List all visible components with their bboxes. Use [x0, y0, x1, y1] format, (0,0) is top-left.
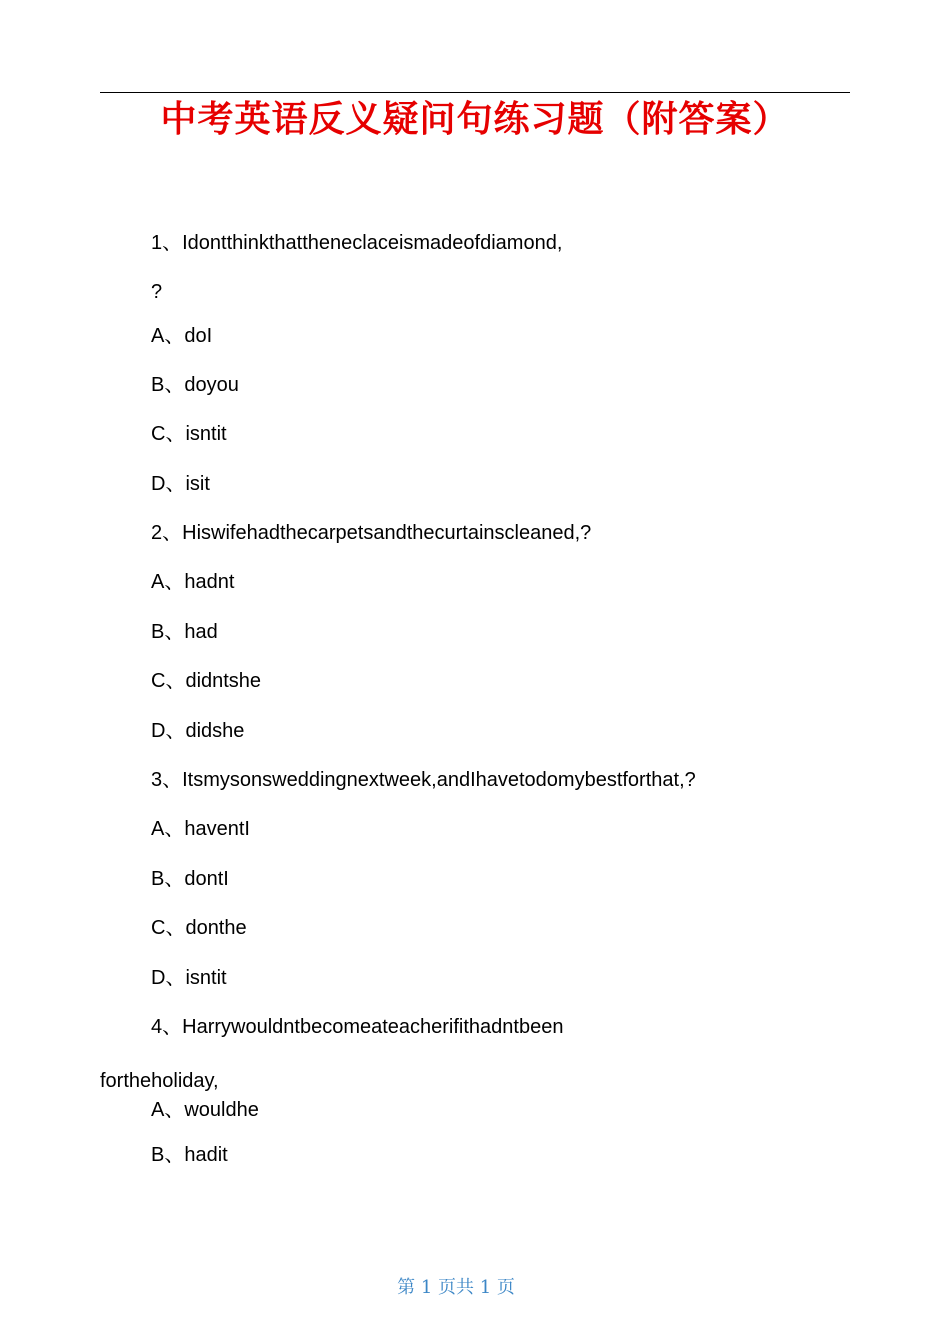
question-3-option-a: A、haventI — [151, 818, 250, 840]
header-rule — [100, 92, 850, 93]
question-1-blank: ? — [151, 281, 163, 303]
page-footer: 第 1 页共 1 页 — [397, 1277, 515, 1298]
question-2-text: 2、Hiswifehadthecarpetsandthecurtainscleaned,? — [151, 522, 592, 544]
question-2-option-a: A、hadnt — [151, 571, 235, 593]
question-1-option-d: D、isit — [151, 473, 210, 495]
question-1-option-a: A、doI — [151, 325, 213, 347]
question-1-option-c: C、isntit — [151, 423, 227, 445]
question-2-option-d: D、didshe — [151, 720, 245, 742]
question-3-option-d: D、isntit — [151, 967, 227, 989]
question-4-option-b: B、hadit — [151, 1144, 228, 1166]
question-2-option-b: B、had — [151, 621, 218, 643]
question-2-option-c: C、didntshe — [151, 670, 262, 692]
question-3-text: 3、Itsmysonsweddingnextweek,andIhavetodomybestforthat,? — [151, 769, 696, 791]
question-3-option-b: B、dontI — [151, 868, 229, 890]
question-1-text: 1、Idontthinkthattheneclaceismadeofdiamond, — [151, 232, 563, 254]
question-4-option-a: A、wouldhe — [151, 1099, 259, 1121]
page-title: 中考英语反义疑问句练习题（附答案） — [160, 99, 790, 140]
question-1-option-b: B、doyou — [151, 374, 239, 396]
question-3-option-c: C、donthe — [151, 917, 247, 939]
question-4-text: 4、Harrywouldntbecomeateacherifithadntbeen — [151, 1016, 564, 1038]
question-4-text-continued: fortheholiday, — [100, 1070, 219, 1092]
